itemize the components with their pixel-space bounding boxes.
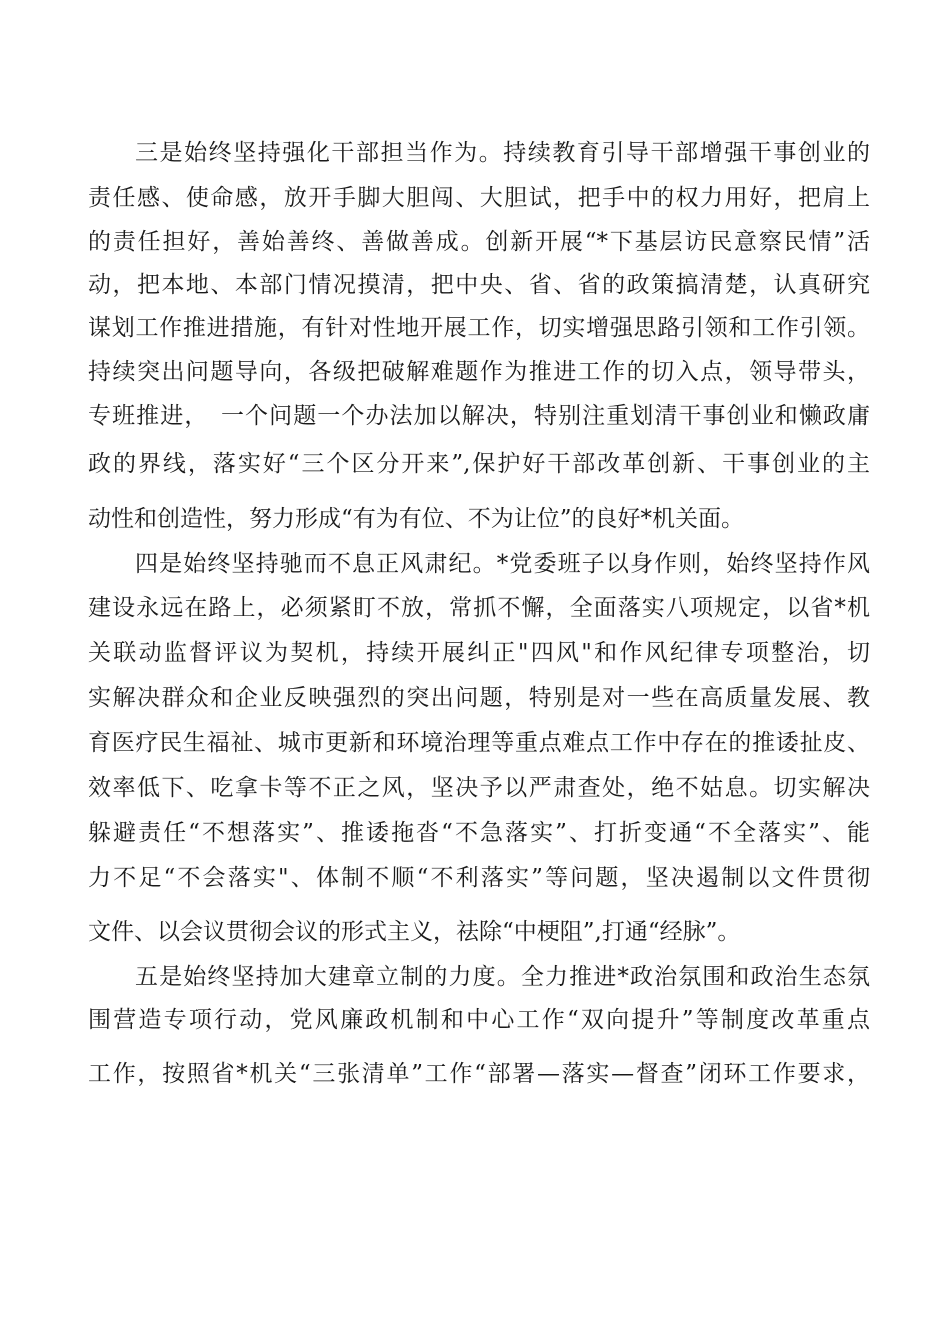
paragraph-3-line-8: 政的界线，落实好“三个区分开来”,保护好干部改革创新、干事创业的主 <box>88 451 870 477</box>
paragraph-3-line-5: 谋划工作推进措施，有针对性地开展工作，切实增强思路引领和工作引领。 <box>88 315 870 341</box>
paragraph-4-line-8: 力不足“不会落实"、体制不顺“不利落实”等问题，坚决遏制以文件贯彻 <box>88 865 870 891</box>
paragraph-3-line-3: 的责任担好，善始善终、善做善成。创新开展“*下基层访民意察民情”活 <box>88 229 870 255</box>
paragraph-4-line-9: 文件、以会议贯彻会议的形式主义，祛除“中梗阻”,打通“经脉”。 <box>88 919 741 945</box>
paragraph-3-line-2: 责任感、使命感，放开手脚大胆闯、大胆试，把手中的权力用好，把肩上 <box>88 185 870 211</box>
paragraph-3-line-1: 三是始终坚持强化干部担当作为。持续教育引导干部增强干事创业的 <box>135 140 870 166</box>
paragraph-4-line-6: 效率低下、吃拿卡等不正之风，坚决予以严肃查处，绝不姑息。切实解决 <box>88 775 870 801</box>
paragraph-3-line-6: 持续突出问题导向，各级把破解难题作为推进工作的切入点，领导带头， <box>88 359 870 385</box>
paragraph-4-line-2: 建设永远在路上，必须紧盯不放，常抓不懈，全面落实八项规定，以省*机 <box>88 595 870 621</box>
paragraph-4-line-1: 四是始终坚持驰而不息正风肃纪。*党委班子以身作则，始终坚持作风 <box>135 551 870 577</box>
paragraph-5-line-3: 工作，按照省*机关“三张清单”工作“部署—落实—督查”闭环工作要求， <box>88 1061 870 1087</box>
paragraph-4-line-5: 育医疗民生福祉、城市更新和环境治理等重点难点工作中存在的推诿扯皮、 <box>88 730 870 756</box>
paragraph-5-line-2: 围营造专项行动，党风廉政机制和中心工作“双向提升”等制度改革重点 <box>88 1007 870 1033</box>
paragraph-3-line-9: 动性和创造性，努力形成“有为有位、不为让位”的良好*机关面。 <box>88 506 745 532</box>
paragraph-3-line-7: 专班推进， 一个问题一个办法加以解决，特别注重划清干事创业和懒政庸 <box>88 403 870 429</box>
paragraph-5-line-1: 五是始终坚持加大建章立制的力度。全力推进*政治氛围和政治生态氛 <box>135 964 870 990</box>
paragraph-4-line-3: 关联动监督评议为契机，持续开展纠正"四风"和作风纪律专项整治，切 <box>88 640 870 666</box>
paragraph-4-line-4: 实解决群众和企业反映强烈的突出问题，特别是对一些在高质量发展、教 <box>88 685 870 711</box>
paragraph-4-line-7: 躲避责任“不想落实”、推诿拖沓“不急落实”、打折变通“不全落实”、能 <box>88 820 870 846</box>
paragraph-3-line-4: 动，把本地、本部门情况摸清，把中央、省、省的政策搞清楚，认真研究 <box>88 272 870 298</box>
